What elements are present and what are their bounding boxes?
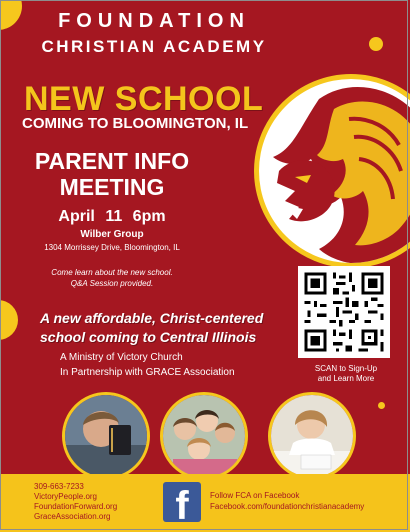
facebook-follow-label: Follow FCA on Facebook <box>210 491 300 500</box>
website-link[interactable]: GraceAssociation.org <box>34 512 111 521</box>
tagline <box>40 309 263 347</box>
facebook-icon[interactable] <box>163 482 201 528</box>
event-venue: Wilber Group <box>80 229 144 240</box>
qr-caption <box>296 364 396 384</box>
ministry-line2: In Partnership with GRACE Association <box>60 367 235 378</box>
ministry-info <box>60 350 235 380</box>
website-link[interactable]: FoundationForward.org <box>34 502 118 511</box>
children-group-photo <box>160 392 248 480</box>
website-link[interactable]: VictoryPeople.org <box>34 492 97 501</box>
decorative-circle <box>0 300 18 340</box>
event-address: 1304 Morrissey Drive, Bloomington, IL <box>44 243 180 252</box>
qr-code-icon[interactable] <box>298 266 390 358</box>
facebook-follow <box>210 490 364 512</box>
coming-subheading: COMING TO BLOOMINGTON, IL <box>22 115 249 132</box>
school-name-line2: CHRISTIAN ACADEMY <box>41 37 267 56</box>
contact-info <box>34 482 117 522</box>
new-school-heading: NEW SCHOOL <box>24 80 264 118</box>
tagline-line1: A new affordable, Christ-centered <box>40 310 264 326</box>
qr-caption-line1: SCAN to Sign-Up <box>314 364 378 373</box>
event-note-line1: Come learn about the new school. <box>51 268 173 277</box>
school-name-line1: FOUNDATION <box>58 10 250 32</box>
event-note <box>0 267 224 289</box>
facebook-link[interactable]: Facebook.com/foundationchristianacademy <box>210 502 365 511</box>
student-reading-photo <box>62 392 150 480</box>
event-note-line2: Q&A Session provided. <box>70 279 154 288</box>
qr-caption-line2: and Learn More <box>317 374 375 383</box>
phone-number[interactable]: 309-663-7233 <box>34 482 84 491</box>
event-title-line1: PARENT INFO <box>34 148 190 174</box>
tagline-line2: school coming to Central Illinois <box>40 329 257 345</box>
facebook-letter: f <box>175 484 189 528</box>
ministry-line1: A Ministry of Victory Church <box>60 352 183 363</box>
student-writing-photo <box>268 392 356 480</box>
event-title <box>0 148 224 200</box>
event-title-line2: MEETING <box>59 174 165 200</box>
decorative-dot <box>369 37 383 51</box>
event-date: April 11 6pm <box>58 208 166 225</box>
decorative-dot <box>378 402 385 409</box>
